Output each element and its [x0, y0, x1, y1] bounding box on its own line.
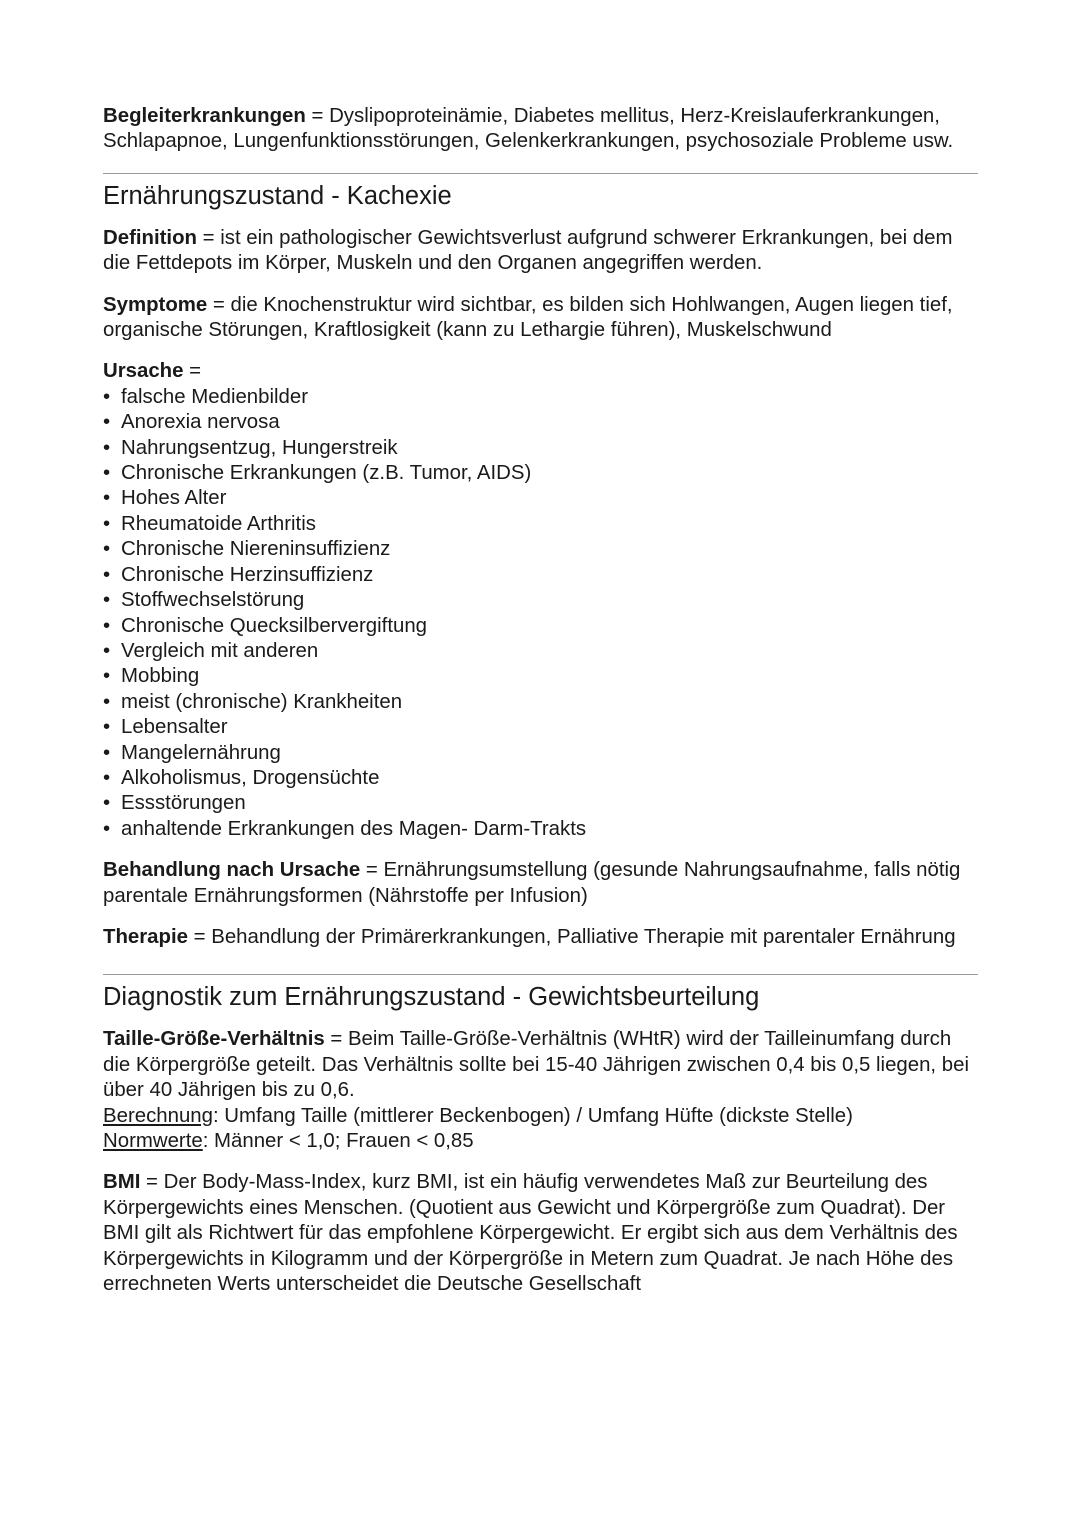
- ursache-list-item: • Vergleich mit anderen: [103, 639, 978, 664]
- paragraph-text: = Dyslipoproteinämie, Diabetes mellitus, Herz-Kreislauferkrankungen, Schlapapnoe, Lungenfunktionsstörungen, Gelenkerkrankungen, psychosoziale Probleme usw.: [103, 105, 954, 153]
- ursache-list-item: • Nahrungsentzug, Hungerstreik: [103, 436, 978, 461]
- ursache-list-item: • Hohes Alter: [103, 486, 978, 511]
- berechnung-text: : Umfang Taille (mittlerer Beckenbogen) / Umfang Hüfte (dickste Stelle): [212, 1104, 853, 1127]
- section-divider: [103, 173, 978, 174]
- ursache-list-item: • Chronische Quecksilbervergiftung: [103, 614, 978, 639]
- ursache-list-item: • meist (chronische) Krankheiten: [103, 690, 978, 715]
- bmi-paragraph: [103, 1170, 978, 1297]
- term-label: Symptome: [103, 293, 208, 316]
- paragraph-text: =: [183, 360, 202, 383]
- term-label: Definition: [103, 226, 198, 249]
- ursache-list-item: • Mobbing: [103, 664, 978, 689]
- term-label: Behandlung nach Ursache: [103, 859, 361, 882]
- paragraph-text: = Beim Taille-Größe-Verhältnis (WHtR) wird der Tailleinumfang durch die Körpergröße geteilt. Das Verhältnis sollte bei 15-40 Jährigen zwischen 0,4 bis 0,5 liegen, bei über 40 Jährigen bis zu 0,6.: [103, 1028, 969, 1102]
- definition-paragraph: [103, 226, 978, 277]
- term-label: Ursache: [103, 360, 184, 383]
- ursache-list-item: • Chronische Herzinsuffizienz: [103, 563, 978, 588]
- ursache-list-item: • Chronische Erkrankungen (z.B. Tumor, AIDS): [103, 461, 978, 486]
- paragraph-text: = Ernährungsumstellung (gesunde Nahrungsaufnahme, falls nötig parentale Ernährungsformen (Nährstoffe per Infusion): [103, 859, 961, 907]
- paragraph-text: = Behandlung der Primärerkrankungen, Palliative Therapie mit parentaler Ernährung: [188, 925, 956, 948]
- berechnung-label: Berechnung: [103, 1104, 213, 1127]
- therapie-paragraph: [103, 925, 978, 950]
- ursache-list-item: • anhaltende Erkrankungen des Magen- Darm-Trakts: [103, 817, 978, 842]
- term-label: Taille-Größe-Verhältnis: [103, 1028, 325, 1051]
- ursache-list-item: • Rheumatoide Arthritis: [103, 512, 978, 537]
- normwerte-line: [103, 1129, 978, 1154]
- paragraph-text: = die Knochenstruktur wird sichtbar, es bilden sich Hohlwangen, Augen liegen tief, organische Störungen, Kraftlosigkeit (kann zu Lethargie führen), Muskelschwund: [103, 293, 953, 342]
- behandlung-paragraph: [103, 858, 978, 909]
- ursache-list-item: • Anorexia nervosa: [103, 410, 978, 435]
- ursache-list-item: • Essstörungen: [103, 791, 978, 816]
- section-heading-kachexie: Ernährungszustand - Kachexie: [103, 181, 452, 210]
- term-label: Therapie: [103, 925, 188, 948]
- symptome-paragraph: [103, 293, 978, 344]
- ursachen-list: [103, 385, 978, 842]
- section-heading-diagnostik: Diagnostik zum Ernährungszustand - Gewichtsbeurteilung: [103, 983, 760, 1012]
- section-divider: [103, 974, 978, 975]
- begleiterkrankungen-paragraph: [103, 104, 978, 155]
- ursache-list-item: • Lebensalter: [103, 715, 978, 740]
- ursache-list-item: • Stoffwechselstörung: [103, 588, 978, 613]
- ursache-heading: [103, 359, 978, 384]
- ursache-list-item: • Chronische Niereninsuffizienz: [103, 537, 978, 562]
- ursache-list-item: • falsche Medienbilder: [103, 385, 978, 410]
- paragraph-text: = ist ein pathologischer Gewichtsverlust aufgrund schwerer Erkrankungen, bei dem die Fettdepots im Körper, Muskeln und den Organen angegriffen werden.: [103, 226, 953, 275]
- paragraph-text: = Der Body-Mass-Index, kurz BMI, ist ein häufig verwendetes Maß zur Beurteilung des Körpergewichts eines Menschen. (Quotient aus Gewicht und Körpergröße zum Quadrat). Der BMI gilt als Richtwert für das empfohlene Körpergewicht. Er ergibt sich aus dem Verhältnis des Körpergewichts in Kilogramm und der Körpergröße in Metern zum Quadrat. Je nach Höhe des errechneten Werts unterscheidet die Deutsche Gesellschaft: [103, 1171, 958, 1296]
- ursache-list-item: • Alkoholismus, Drogensüchte: [103, 766, 978, 791]
- term-label: Begleiterkrankungen: [103, 105, 306, 127]
- berechnung-line: [103, 1104, 978, 1129]
- ursache-list-item: • Mangelernährung: [103, 741, 978, 766]
- whtr-paragraph: [103, 1027, 978, 1154]
- normwerte-label: Normwerte: [103, 1130, 203, 1152]
- normwerte-text: : Männer < 1,0; Frauen < 0,85: [202, 1130, 474, 1152]
- document-page: [103, 104, 978, 1313]
- term-label: BMI: [103, 1171, 141, 1194]
